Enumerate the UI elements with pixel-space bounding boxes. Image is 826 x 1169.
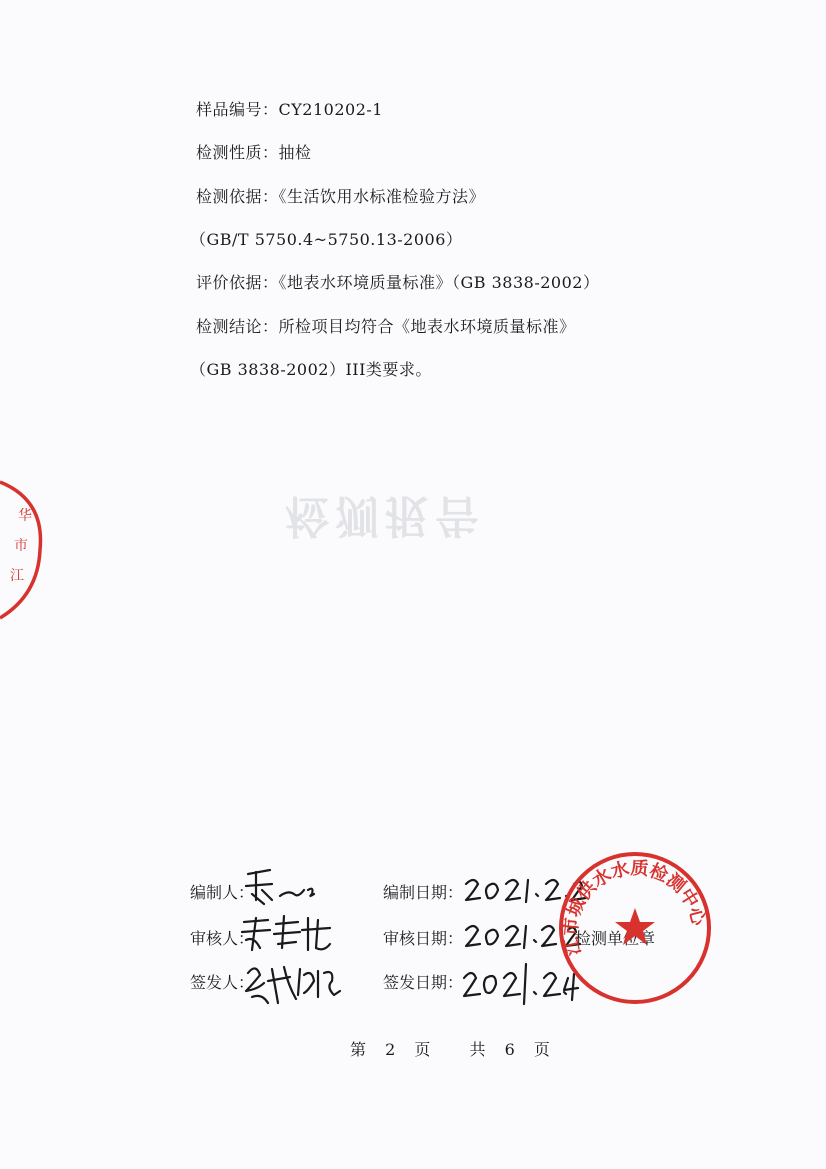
test-nature: 检测性质：抽检 — [196, 143, 312, 162]
reverse-watermark: 检测报告 — [285, 490, 485, 541]
reviewer-signature — [238, 908, 338, 958]
svg-text:市: 市 — [14, 538, 28, 554]
page-indicator — [350, 1037, 550, 1060]
editor-label: 编制人： — [190, 883, 255, 902]
evaluation-basis: 评价依据：《地表水环境质量标准》（GB 3838-2002） — [196, 273, 600, 292]
page-unit: 页 — [414, 1040, 431, 1059]
test-basis-standard: （GB/T 5750.4~5750.13-2006） — [190, 230, 463, 249]
sample-number: 样品编号：CY210202-1 — [196, 100, 383, 119]
review-date-label: 审核日期： — [383, 929, 464, 948]
test-conclusion: 检测结论：所检项目均符合《地表水环境质量标准》 — [196, 317, 576, 336]
svg-text:华: 华 — [18, 508, 32, 524]
left-edge-seal — [0, 470, 50, 630]
total-prefix: 共 — [469, 1040, 486, 1059]
issue-date-label: 签发日期： — [383, 973, 464, 992]
svg-text:江市城供水水质检测中心: 江市城供水水质检测中心 — [560, 857, 709, 958]
editor-signature — [242, 860, 322, 910]
page-prefix: 第 — [350, 1040, 367, 1059]
edit-date-label: 编制日期： — [383, 883, 464, 902]
page-number: 2 — [385, 1040, 396, 1059]
svg-text:江: 江 — [10, 568, 24, 584]
approver-label: 签发人： — [190, 973, 255, 992]
total-unit: 页 — [533, 1040, 550, 1059]
total-number: 6 — [504, 1040, 515, 1059]
stamp-label: 检测单位章 — [575, 929, 656, 948]
test-conclusion-cont: （GB 3838-2002）III类要求。 — [190, 360, 432, 379]
approver-signature — [238, 955, 348, 1015]
test-basis: 检测依据：《生活饮用水标准检验方法》 — [196, 187, 486, 206]
inspection-seal — [555, 848, 715, 1008]
reviewer-label: 审核人： — [190, 929, 255, 948]
